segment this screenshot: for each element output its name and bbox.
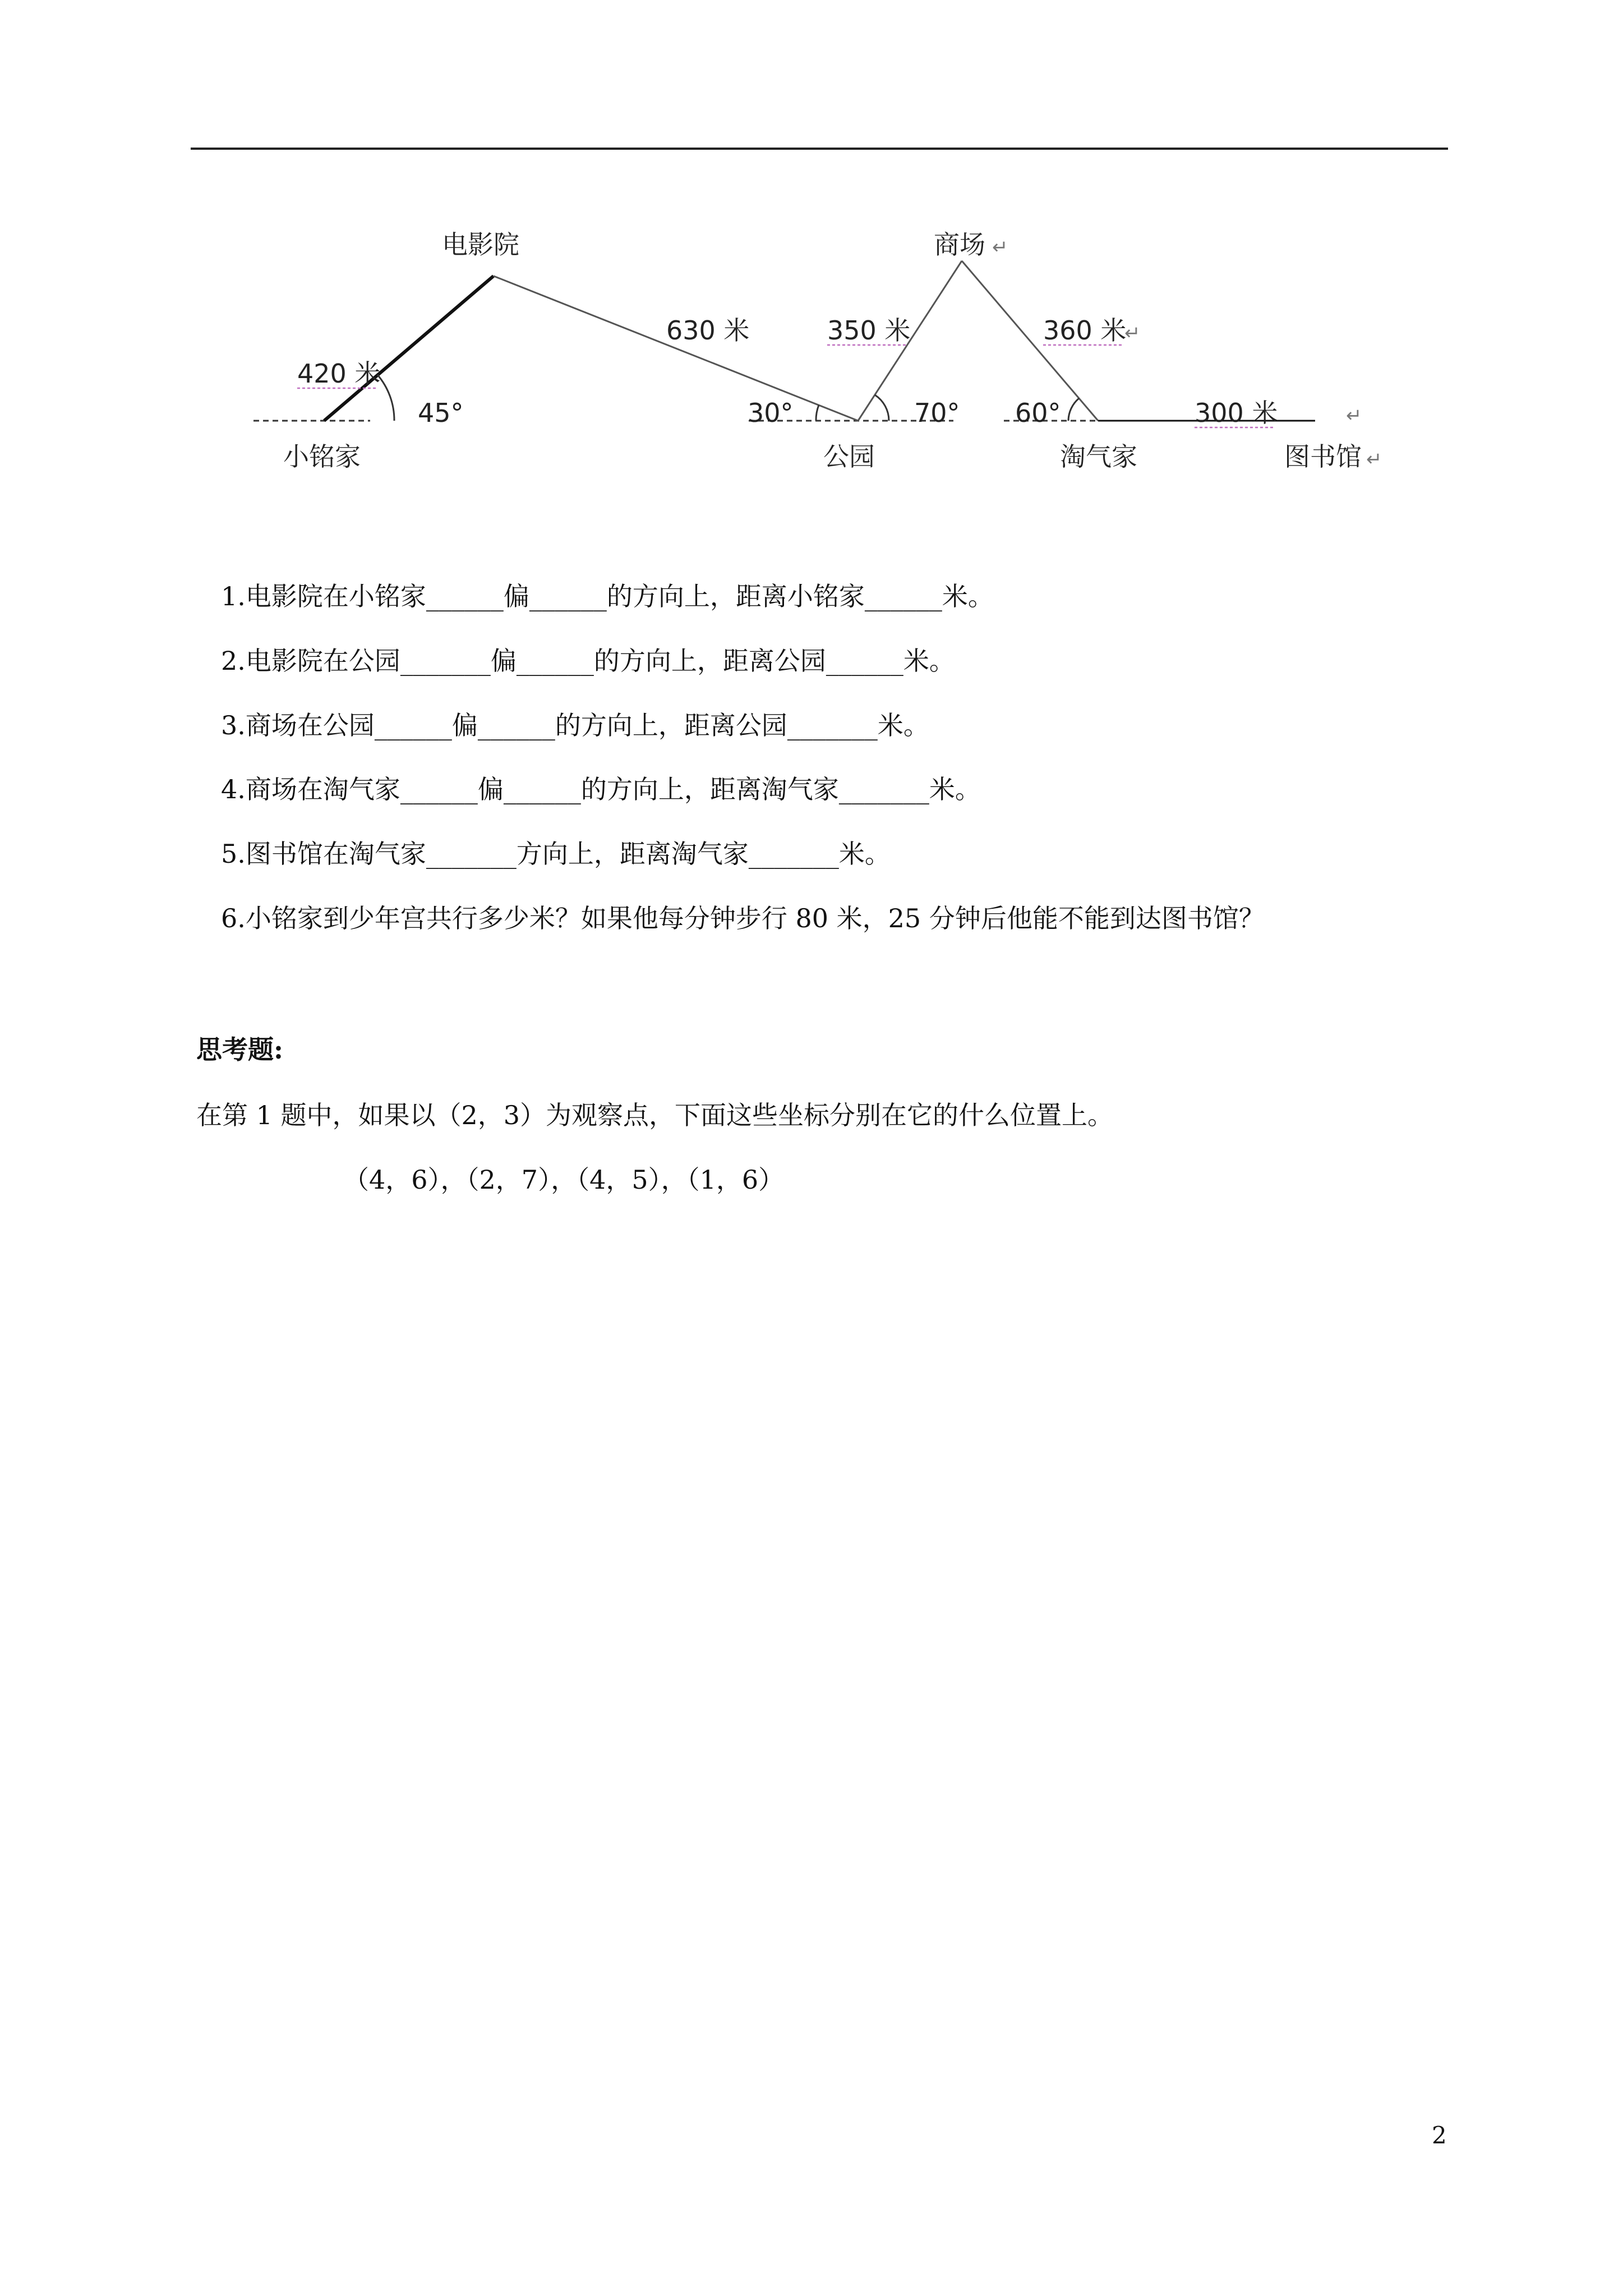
route-home-cinema bbox=[324, 276, 494, 421]
question-2: 2.电影院在公园_______偏______的方向上，距离公园______米。 bbox=[221, 646, 955, 676]
thinking-coords: （4，6），（2，7），（4，5），（1，6） bbox=[343, 1165, 785, 1195]
page-number: 2 bbox=[1432, 2122, 1447, 2149]
label-park: 公园 bbox=[823, 441, 875, 472]
angle-arc-taoqi bbox=[1068, 398, 1079, 421]
question-5: 5.图书馆在淘气家_______方向上，距离淘气家_______米。 bbox=[221, 839, 891, 869]
label-xiaoming-home: 小铭家 bbox=[283, 441, 361, 472]
route-diagram bbox=[0, 0, 1623, 505]
label-taoqi-home: 淘气家 bbox=[1060, 441, 1137, 472]
return-mark-line: ↵ bbox=[1346, 404, 1362, 427]
angle-home-label: 45° bbox=[418, 398, 464, 428]
question-6: 6.小铭家到少年宫共行多少米？如果他每分钟步行 80 米，25 分钟后他能不能到达图书馆？ bbox=[221, 903, 1265, 933]
thinking-title: 思考题: bbox=[196, 1034, 283, 1065]
angle-park-left-label: 30° bbox=[748, 398, 794, 428]
angle-park-right-label: 70° bbox=[914, 398, 960, 428]
distance-taoqi-library: 300 米 bbox=[1195, 398, 1278, 428]
question-4: 4.商场在淘气家______偏______的方向上，距离淘气家_______米。 bbox=[221, 774, 981, 804]
return-mark-360: ↵ bbox=[1124, 322, 1141, 344]
label-mall: 商场 bbox=[934, 229, 985, 260]
angle-arc-park-right bbox=[875, 395, 889, 421]
route-cinema-park bbox=[494, 276, 858, 421]
thinking-text: 在第 1 题中，如果以（2，3）为观察点，下面这些坐标分别在它的什么位置上。 bbox=[196, 1100, 1114, 1130]
question-1: 1.电影院在小铭家______偏______的方向上，距离小铭家______米。 bbox=[221, 581, 994, 611]
label-cinema: 电影院 bbox=[442, 229, 519, 260]
label-library: 图书馆 bbox=[1284, 441, 1362, 472]
distance-mall-taoqi: 360 米 bbox=[1043, 315, 1127, 346]
return-mark-library: ↵ bbox=[1366, 448, 1382, 471]
return-mark-mall: ↵ bbox=[992, 236, 1008, 259]
angle-taoqi-label: 60° bbox=[1015, 398, 1061, 428]
angle-arc-park-left bbox=[816, 405, 819, 421]
question-3: 3.商场在公园______偏______的方向上，距离公园_______米。 bbox=[221, 710, 929, 740]
distance-park-mall: 350 米 bbox=[827, 315, 911, 346]
distance-home-cinema: 420 米 bbox=[297, 358, 381, 389]
distance-cinema-park: 630 米 bbox=[666, 315, 750, 346]
